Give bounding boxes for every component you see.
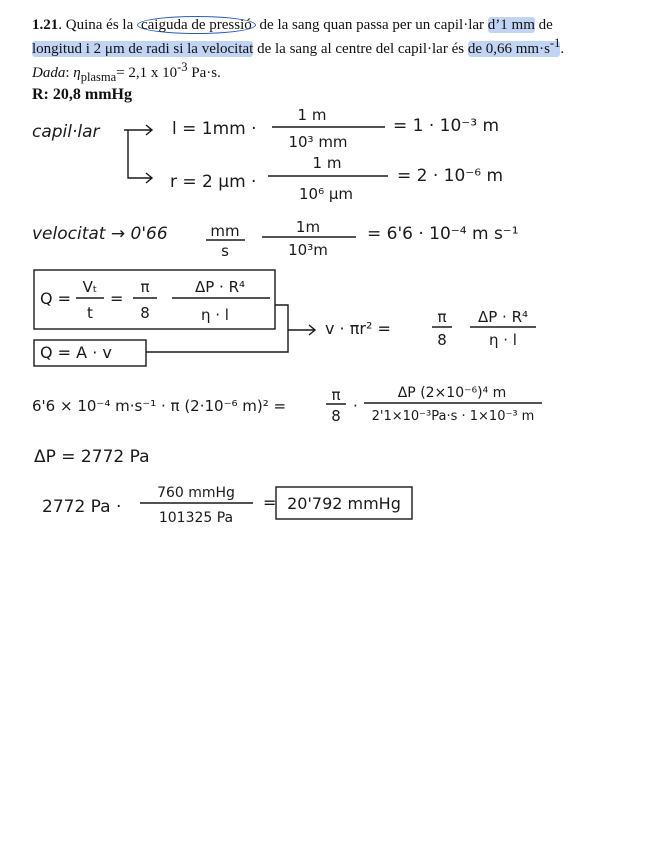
q1-lhs: Q = xyxy=(40,289,72,308)
highlight-length: d’1 mm xyxy=(487,17,535,33)
rhs-eq: v · πr² = xyxy=(325,319,391,338)
highlight-radius: longitud i 2 μm de radi si la velocitat xyxy=(32,41,254,57)
dada-unit: Pa·s. xyxy=(187,65,221,81)
text-seg3: de la sang quan passa per un capil·lar xyxy=(255,17,488,33)
radius-eq: r = 2 μm · xyxy=(170,172,257,192)
sub-dot: · xyxy=(353,397,358,415)
text-seg1: . Quina és la xyxy=(58,17,137,33)
capillar-label: capil·lar xyxy=(32,122,100,142)
bracket-arrows xyxy=(124,125,152,183)
dada-colon: : xyxy=(65,65,74,81)
answer: R: 20,8 mmHg xyxy=(32,86,132,103)
sub-den: 2'1×10⁻³Pa·s · 1×10⁻³ m xyxy=(371,409,535,424)
velocity-value: de 0,66 mm·s xyxy=(467,41,550,57)
radius-result: = 2 · 10⁻⁶ m xyxy=(397,166,504,186)
conv-den: 101325 Pa xyxy=(158,510,234,526)
velocity-conv-num: 1m xyxy=(295,218,321,236)
conv-lhs: 2772 Pa · xyxy=(42,497,122,517)
conv-num: 760 mmHg xyxy=(157,485,235,501)
sub-lhs: 6'6 × 10⁻⁴ m·s⁻¹ · π (2·10⁻⁶ m)² = xyxy=(32,397,287,415)
q2-eq: Q = A · v xyxy=(40,343,112,362)
dada-value: = 2,1 x 10 xyxy=(116,65,178,81)
q1-t: t xyxy=(87,304,93,322)
text-seg5: de xyxy=(534,17,553,33)
length-den: 10³ mm xyxy=(288,133,348,151)
circled-phrase: caiguda de pressió xyxy=(137,16,256,34)
rhs-pi: π xyxy=(437,308,447,326)
q1-pi: π xyxy=(140,278,150,296)
rhs-den: η · l xyxy=(489,331,517,349)
sub-num: ΔP (2×10⁻⁶)⁴ m xyxy=(397,385,507,401)
final-answer: 20'792 mmHg xyxy=(287,494,401,513)
sub-pi: π xyxy=(331,386,341,404)
eta-subscript: plasma xyxy=(80,70,117,84)
velocity-unit-den: s xyxy=(221,242,229,260)
q1-eq2: = xyxy=(110,289,124,308)
rhs-num: ΔP · R⁴ xyxy=(477,308,529,326)
length-eq: l = 1mm · xyxy=(172,119,257,139)
q1-vt: Vₜ xyxy=(82,278,98,296)
velocity-exponent: -1 xyxy=(549,36,561,50)
velocity-result: = 6'6 · 10⁻⁴ m s⁻¹ xyxy=(367,224,519,244)
q1-den: η · l xyxy=(201,306,229,324)
velocity-conv-den: 10³m xyxy=(288,241,328,259)
conv-eq: = xyxy=(263,493,277,512)
eta-symbol: η xyxy=(73,65,81,81)
velocity-label: velocitat → 0'66 xyxy=(32,224,168,244)
pressure-drop: ΔP = 2772 Pa xyxy=(34,447,150,467)
q1-num: ΔP · R⁴ xyxy=(194,278,246,296)
dada-label: Dada xyxy=(32,65,66,81)
velocity-unit-num: mm xyxy=(210,222,240,240)
text-seg7: de la sang al centre del capil·lar és xyxy=(253,41,468,57)
radius-den: 10⁶ μm xyxy=(298,185,354,203)
problem-number: 1.21 xyxy=(32,17,59,33)
sub-8: 8 xyxy=(331,407,341,425)
radius-num: 1 m xyxy=(312,154,342,172)
rhs-8: 8 xyxy=(437,331,447,349)
length-num: 1 m xyxy=(297,106,327,124)
length-result: = 1 · 10⁻³ m xyxy=(393,116,500,136)
text-seg9: . xyxy=(560,41,565,57)
dada-exponent: -3 xyxy=(177,60,188,74)
q1-8: 8 xyxy=(140,304,150,322)
